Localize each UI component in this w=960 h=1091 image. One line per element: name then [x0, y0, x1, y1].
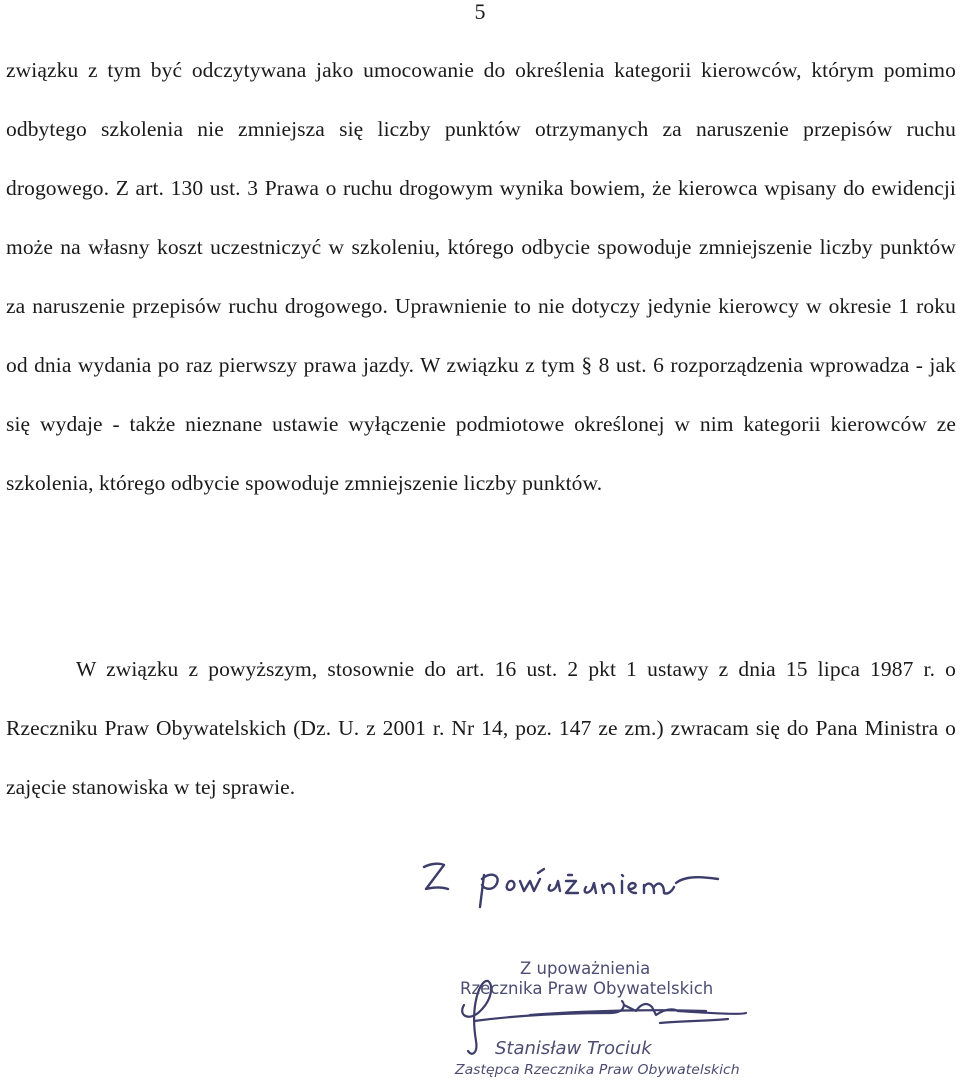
- body-paragraph-1: związku z tym być odczytywana jako umocowanie do określenia kategorii kierowców, którym pomimo odbytego szkolenia nie zmniejsza się liczby punktów otrzymanych za naruszenie przepisów ruchu drogowego. Z art. 130 ust. 3 Prawa o ruchu drogowym wynika bowiem, że kierowca wpisany do ewidencji może na własny koszt uczestniczyć w szkoleniu, którego odbycie spowoduje zmniejszenie liczby punktów za naruszenie przepisów ruchu drogowego. Uprawnienie to nie dotyczy jedynie kierowcy w okresie 1 roku od dnia wydania po raz pierwszy prawa jazdy. W związku z tym § 8 ust. 6 rozporządzenia wprowadza - jak się wydaje - także nieznane ustawie wyłączenie podmiotowe określonej w nim kategorii kierowców ze szkolenia, którego odbycie spowoduje zmniejszenie liczby punktów.: [6, 58, 956, 495]
- signature-block: [410, 845, 750, 1085]
- body-paragraph-2: W związku z powyższym, stosownie do art. 16 ust. 2 pkt 1 ustawy z dnia 15 lipca 1987 r. o Rzeczniku Praw Obywatelskich (Dz. U. z 2001 r. Nr 14, poz. 147 ze zm.) zwracam się do Pana Ministra o zajęcie stanowiska w tej sprawie.: [6, 657, 956, 799]
- stamp-authorization: Z upoważnienia: [520, 959, 651, 978]
- stamp-office: Rzecznika Praw Obywatelskich: [460, 979, 714, 998]
- stamp-name: Stanisław Trociuk: [495, 1038, 652, 1059]
- page-number: 5: [474, 0, 486, 24]
- stamp-title: Zastępca Rzecznika Praw Obywatelskich: [455, 1062, 740, 1078]
